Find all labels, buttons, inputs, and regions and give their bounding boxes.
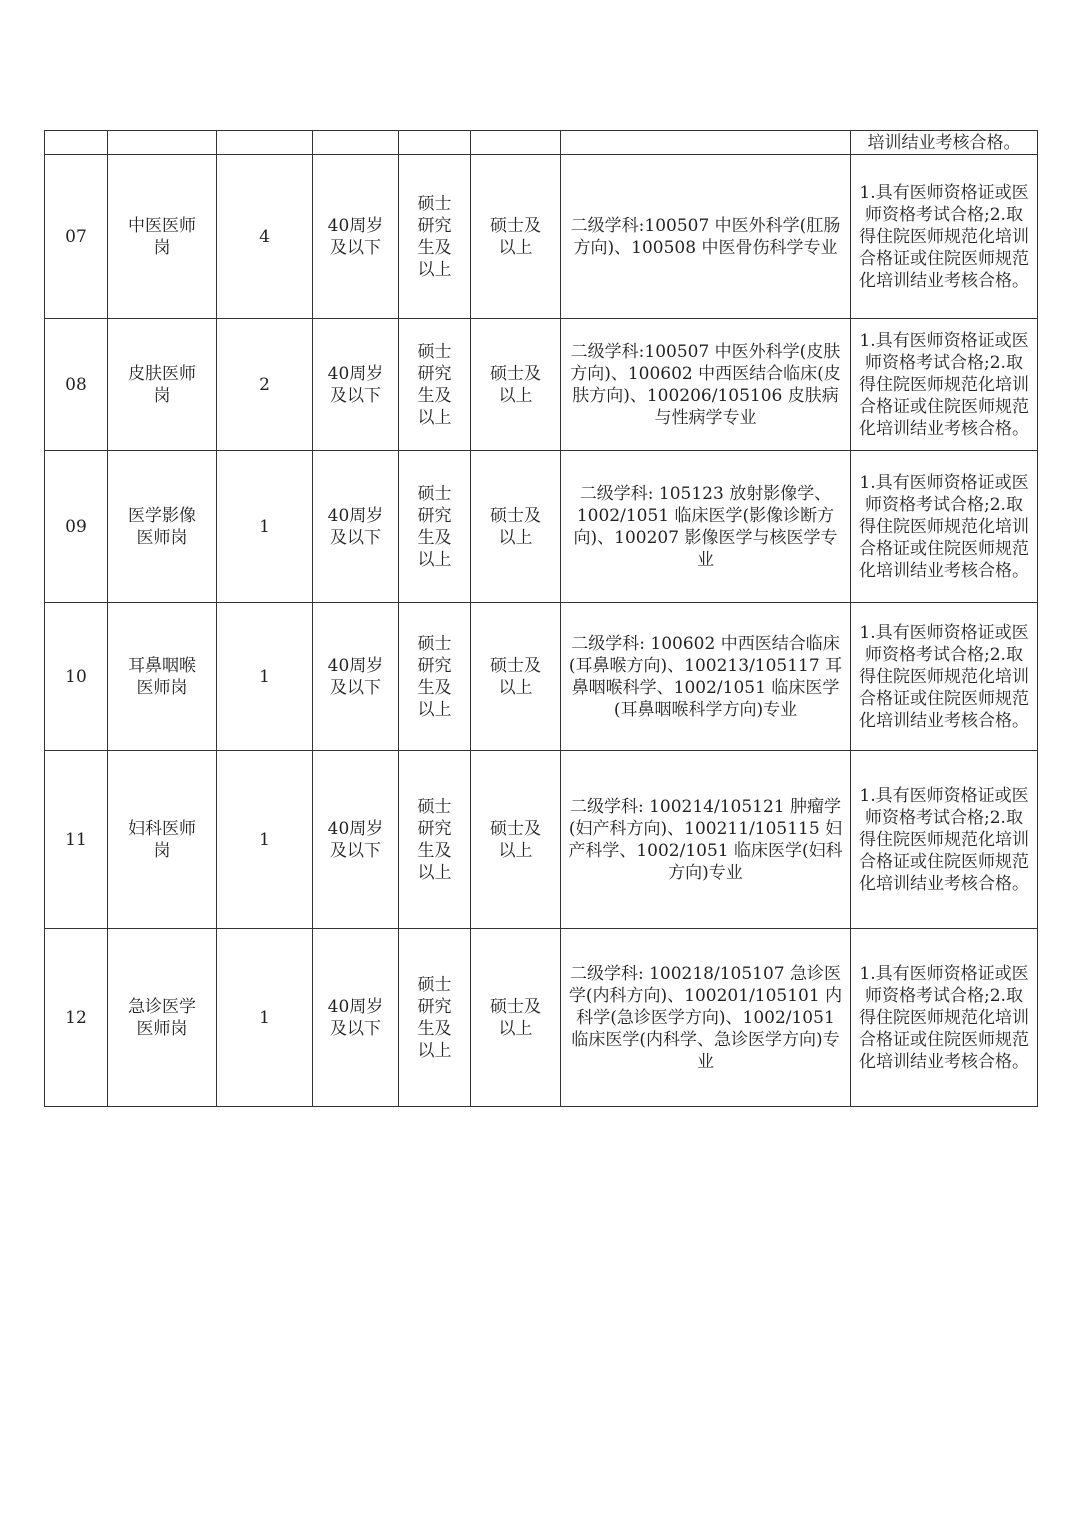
recruitment-table	[44, 130, 1038, 1107]
education-text: 硕士研究生及以上	[417, 633, 452, 720]
education-requirement	[399, 751, 471, 929]
age-text: 40周岁及以下	[327, 215, 384, 258]
education-requirement	[399, 155, 471, 319]
education-text: 硕士研究生及以上	[417, 193, 452, 280]
major-requirement: 二级学科:100507 中医外科学(皮肤方向)、100602 中西医结合临床(皮肤方向)、100206/105106 皮肤病与性病学专业	[561, 319, 851, 451]
other-requirement: 1.具有医师资格证或医师资格考试合格;2.取得住院医师规范化培训合格证或住院医师规范化培训结业考核合格。	[851, 603, 1038, 751]
table-row	[45, 155, 1038, 319]
other-requirement: 1.具有医师资格证或医师资格考试合格;2.取得住院医师规范化培训合格证或住院医师规范化培训结业考核合格。	[851, 319, 1038, 451]
degree-requirement	[471, 451, 561, 603]
table-row	[45, 603, 1038, 751]
recruit-count: 1	[217, 751, 313, 929]
post-name-text: 耳鼻咽喉医师岗	[128, 655, 196, 698]
other-requirement: 1.具有医师资格证或医师资格考试合格;2.取得住院医师规范化培训合格证或住院医师规范化培训结业考核合格。	[851, 451, 1038, 603]
education-text: 硕士研究生及以上	[417, 483, 452, 570]
cell-empty	[217, 131, 313, 155]
age-text: 40周岁及以下	[327, 818, 384, 861]
age-requirement	[313, 319, 399, 451]
degree-text: 硕士及以上	[490, 818, 541, 861]
post-number: 09	[45, 451, 108, 603]
degree-text: 硕士及以上	[490, 363, 541, 406]
education-requirement	[399, 319, 471, 451]
post-name	[108, 751, 217, 929]
education-requirement	[399, 603, 471, 751]
major-requirement: 二级学科: 100602 中西医结合临床(耳鼻喉方向)、100213/105117 耳鼻咽喉科学、1002/1051 临床医学(耳鼻咽喉科学方向)专业	[561, 603, 851, 751]
age-requirement	[313, 929, 399, 1107]
other-requirement: 1.具有医师资格证或医师资格考试合格;2.取得住院医师规范化培训合格证或住院医师规范化培训结业考核合格。	[851, 929, 1038, 1107]
other-requirement: 1.具有医师资格证或医师资格考试合格;2.取得住院医师规范化培训合格证或住院医师规范化培训结业考核合格。	[851, 155, 1038, 319]
post-name-text: 医学影像医师岗	[128, 505, 196, 548]
education-text: 硕士研究生及以上	[417, 974, 452, 1061]
age-requirement	[313, 155, 399, 319]
age-text: 40周岁及以下	[327, 363, 384, 406]
recruit-count: 4	[217, 155, 313, 319]
post-name	[108, 155, 217, 319]
cell-empty	[561, 131, 851, 155]
age-requirement	[313, 751, 399, 929]
cell-empty	[471, 131, 561, 155]
degree-requirement	[471, 751, 561, 929]
education-text: 硕士研究生及以上	[417, 341, 452, 428]
recruit-count: 1	[217, 929, 313, 1107]
post-name-text: 皮肤医师岗	[128, 363, 196, 406]
requirement-cell: 培训结业考核合格。	[851, 131, 1038, 155]
degree-text: 硕士及以上	[490, 655, 541, 698]
age-requirement	[313, 603, 399, 751]
education-requirement	[399, 929, 471, 1107]
recruit-count: 1	[217, 603, 313, 751]
cell-empty	[399, 131, 471, 155]
cell-empty	[45, 131, 108, 155]
table-row	[45, 319, 1038, 451]
table-row	[45, 751, 1038, 929]
post-number: 10	[45, 603, 108, 751]
table-row-continuation	[45, 131, 1038, 155]
degree-text: 硕士及以上	[490, 996, 541, 1039]
degree-requirement	[471, 929, 561, 1107]
post-name-text: 急诊医学医师岗	[128, 996, 196, 1039]
major-requirement: 二级学科: 100218/105107 急诊医学(内科方向)、100201/105101 内科学(急诊医学方向)、1002/1051 临床医学(内科学、急诊医学方向)专业	[561, 929, 851, 1107]
post-number: 11	[45, 751, 108, 929]
recruit-count: 1	[217, 451, 313, 603]
table-row	[45, 451, 1038, 603]
degree-requirement	[471, 155, 561, 319]
major-requirement: 二级学科: 105123 放射影像学、1002/1051 临床医学(影像诊断方向)、100207 影像医学与核医学专业	[561, 451, 851, 603]
degree-text: 硕士及以上	[490, 215, 541, 258]
post-number: 08	[45, 319, 108, 451]
other-requirement: 1.具有医师资格证或医师资格考试合格;2.取得住院医师规范化培训合格证或住院医师规范化培训结业考核合格。	[851, 751, 1038, 929]
recruit-count: 2	[217, 319, 313, 451]
education-requirement	[399, 451, 471, 603]
degree-requirement	[471, 603, 561, 751]
post-name-text: 妇科医师岗	[128, 818, 196, 861]
age-text: 40周岁及以下	[327, 505, 384, 548]
degree-text: 硕士及以上	[490, 505, 541, 548]
post-number: 12	[45, 929, 108, 1107]
post-name	[108, 319, 217, 451]
age-requirement	[313, 451, 399, 603]
major-requirement: 二级学科:100507 中医外科学(肛肠方向)、100508 中医骨伤科学专业	[561, 155, 851, 319]
cell-empty	[108, 131, 217, 155]
post-number: 07	[45, 155, 108, 319]
degree-requirement	[471, 319, 561, 451]
post-name	[108, 451, 217, 603]
cell-empty	[313, 131, 399, 155]
table-row	[45, 929, 1038, 1107]
post-name	[108, 929, 217, 1107]
post-name	[108, 603, 217, 751]
age-text: 40周岁及以下	[327, 655, 384, 698]
post-name-text: 中医医师岗	[128, 215, 196, 258]
education-text: 硕士研究生及以上	[417, 796, 452, 883]
major-requirement: 二级学科: 100214/105121 肿瘤学(妇产科方向)、100211/105115 妇产科学、1002/1051 临床医学(妇科方向)专业	[561, 751, 851, 929]
age-text: 40周岁及以下	[327, 996, 384, 1039]
